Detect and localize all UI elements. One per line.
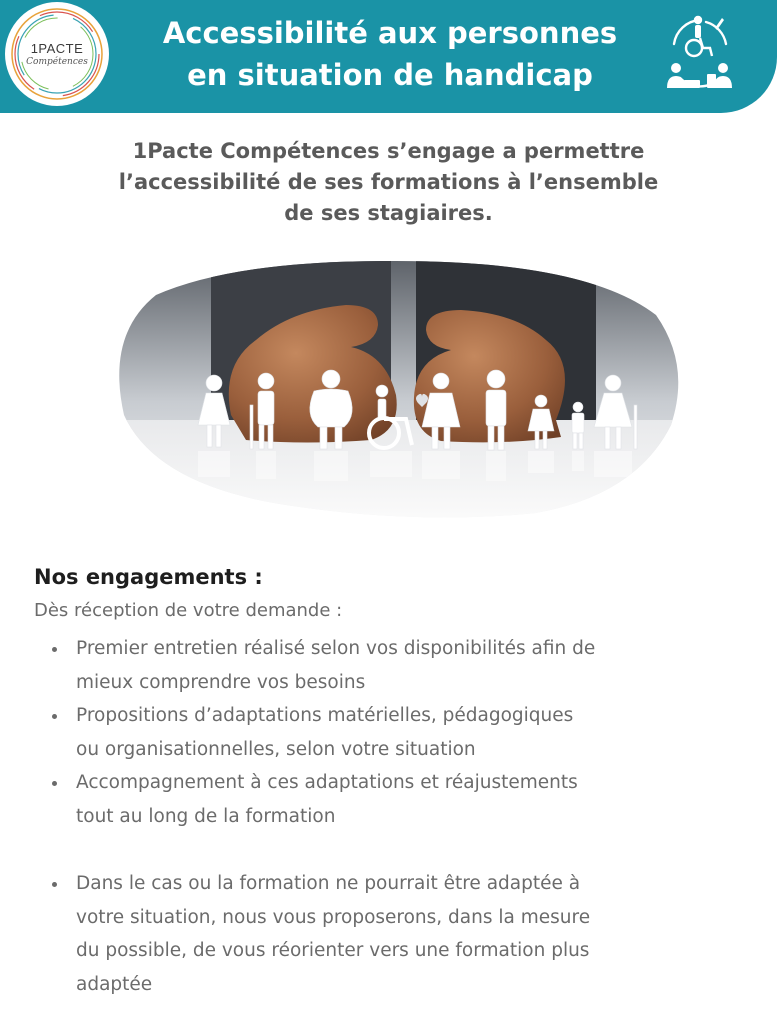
intro-line-2: l’accessibilité de ses formations à l’ensemble [118, 170, 659, 194]
accessibility-people-icon [660, 6, 740, 106]
bullet-icon [52, 714, 57, 719]
intro-line-1: 1Pacte Compétences s’engage a permettre [132, 139, 645, 163]
list-item [34, 867, 734, 1001]
list-item-line: ou organisationnelles, selon votre situation [76, 738, 476, 760]
logo [5, 2, 109, 106]
intro-line-3: de ses stagiaires. [284, 201, 493, 225]
title-line-1: Accessibilité aux personnes [162, 16, 618, 50]
engagements-list [34, 632, 734, 1001]
bullet-icon [52, 882, 57, 887]
list-item [34, 632, 734, 699]
list-item [34, 766, 734, 833]
list-item-line: Propositions d’adaptations matérielles, pédagogiques [76, 705, 574, 726]
engagements-intro: Dès réception de votre demande : [34, 600, 343, 621]
list-item-line: mieux comprendre vos besoins [76, 671, 366, 693]
hands-protecting-people-image [116, 255, 682, 522]
list-item-line: du possible, de vous réorienter vers une formation plus [76, 940, 590, 961]
engagements-title: Nos engagements : [34, 565, 263, 589]
list-item-line: Premier entretien réalisé selon vos disponibilités afin de [76, 638, 596, 659]
header-banner [0, 0, 777, 113]
list-item-line: Accompagnement à ces adaptations et réajustements [76, 772, 578, 793]
list-item-line: Dans le cas ou la formation ne pourrait être adaptée à [76, 873, 581, 894]
list-item [34, 699, 734, 766]
logo-main-text: 1PACTE [30, 41, 84, 56]
list-item-line: adaptée [76, 973, 153, 995]
list-item-line: votre situation, nous vous proposerons, dans la mesure [76, 906, 591, 928]
page-title [120, 12, 660, 96]
bullet-icon [52, 781, 57, 786]
list-item-line: tout au long de la formation [76, 805, 336, 827]
title-line-2: en situation de handicap [187, 58, 593, 92]
logo-sub-text: Compétences [26, 57, 88, 67]
bullet-icon [52, 647, 57, 652]
intro-statement [70, 136, 707, 229]
